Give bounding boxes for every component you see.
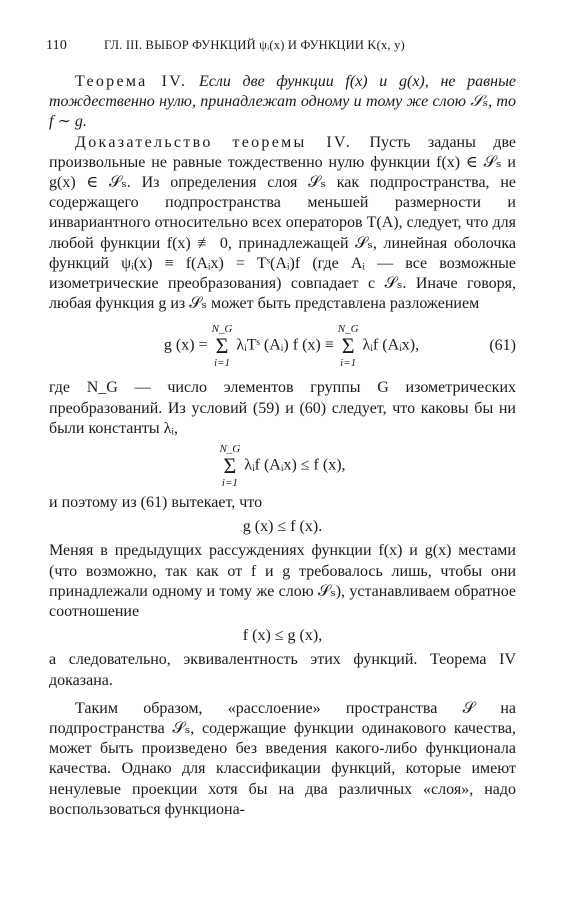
proof-paragraph-4: Меняя в предыдущих рассуждениях функции f(x) и g(x) местами (что возможно, так как от f и g требовалось лишь, чтобы они принадлежали одному и тому же слою 𝒮ₛ), устанавливаем обратное соотношение	[49, 542, 516, 621]
equation-61-expression: g (x) = N_G Σ i=1 λᵢTˢ (Aᵢ) f (x) ≡ N_G Σ i=1 λᵢf (Aᵢx),	[163, 323, 420, 370]
equation-number: (61)	[489, 337, 516, 355]
proof-paragraph-2: где N_G — число элементов группы G изометрических преобразований. Из условий (59) и (60) следует, что каковы бы ни были константы λᵢ,	[49, 379, 516, 437]
sum-symbol: N_G Σ i=1	[337, 323, 359, 370]
inequality-sum: N_G Σ i=1 λᵢf (Aᵢx) ≤ f (x),	[219, 443, 346, 490]
proof-paragraph-3: и поэтому из (61) вытекает, что	[49, 494, 263, 512]
inequality-g: g (x) ≤ f (x).	[242, 518, 323, 536]
page-number: 110	[46, 38, 68, 53]
equation-61	[49, 320, 516, 372]
theorem-label: Теорема IV.	[75, 73, 188, 90]
running-header	[46, 38, 516, 54]
theorem-statement: Если две функции f(x) и g(x), не равные тождественно нулю, принадлежат одному и тому же слою 𝒮ₛ, то f ∼ g.	[49, 73, 517, 131]
closing-paragraph: Таким образом, «расслоение» пространства 𝒮 на подпространства 𝒮ₛ, содержащие функции одинакового качества, может быть произведено без введения какого-либо функционала качества. Однако для классификации функций, которые имеют ненулевые проекции хотя бы на два различных «слоя», надо воспользоваться функциона-	[49, 699, 516, 818]
page-body	[49, 72, 516, 820]
proof-paragraph-1	[49, 133, 516, 315]
inequality-f: f (x) ≤ g (x),	[242, 627, 323, 645]
proof-text-1: Пусть заданы две произвольные не равные тождественно нулю функции f(x) ∈ 𝒮ₛ и g(x) ∈ 𝒮ₛ. Из определения слоя 𝒮ₛ как подпространства, не содержащего подпространства меньшей размерности и инвариантного относительно всех операторов T(A), следует, что для любой функции f(x) ≢ 0, принадлежащей 𝒮ₛ, линейная оболочка функций ψᵢ(x) ≡ f(Aᵢx) = Tˢ(Aᵢ)f (где Aᵢ — все возможные изометрические преобразования) совпадает с 𝒮ₛ. Иначе говоря, любая функция g из 𝒮ₛ может быть представлена разложением	[49, 133, 517, 313]
proof-label: Доказательство теоремы IV.	[75, 133, 353, 151]
sum-symbol: N_G Σ i=1	[211, 323, 233, 370]
running-title: ГЛ. III. ВЫБОР ФУНКЦИЙ ψᵢ(x) И ФУНКЦИИ K(x, y)	[104, 38, 405, 52]
proof-paragraph-5: а следовательно, эквивалентность этих функций. Теорема IV доказана.	[49, 651, 516, 689]
theorem-iv	[49, 72, 516, 133]
sum-symbol: N_G Σ i=1	[219, 443, 241, 490]
